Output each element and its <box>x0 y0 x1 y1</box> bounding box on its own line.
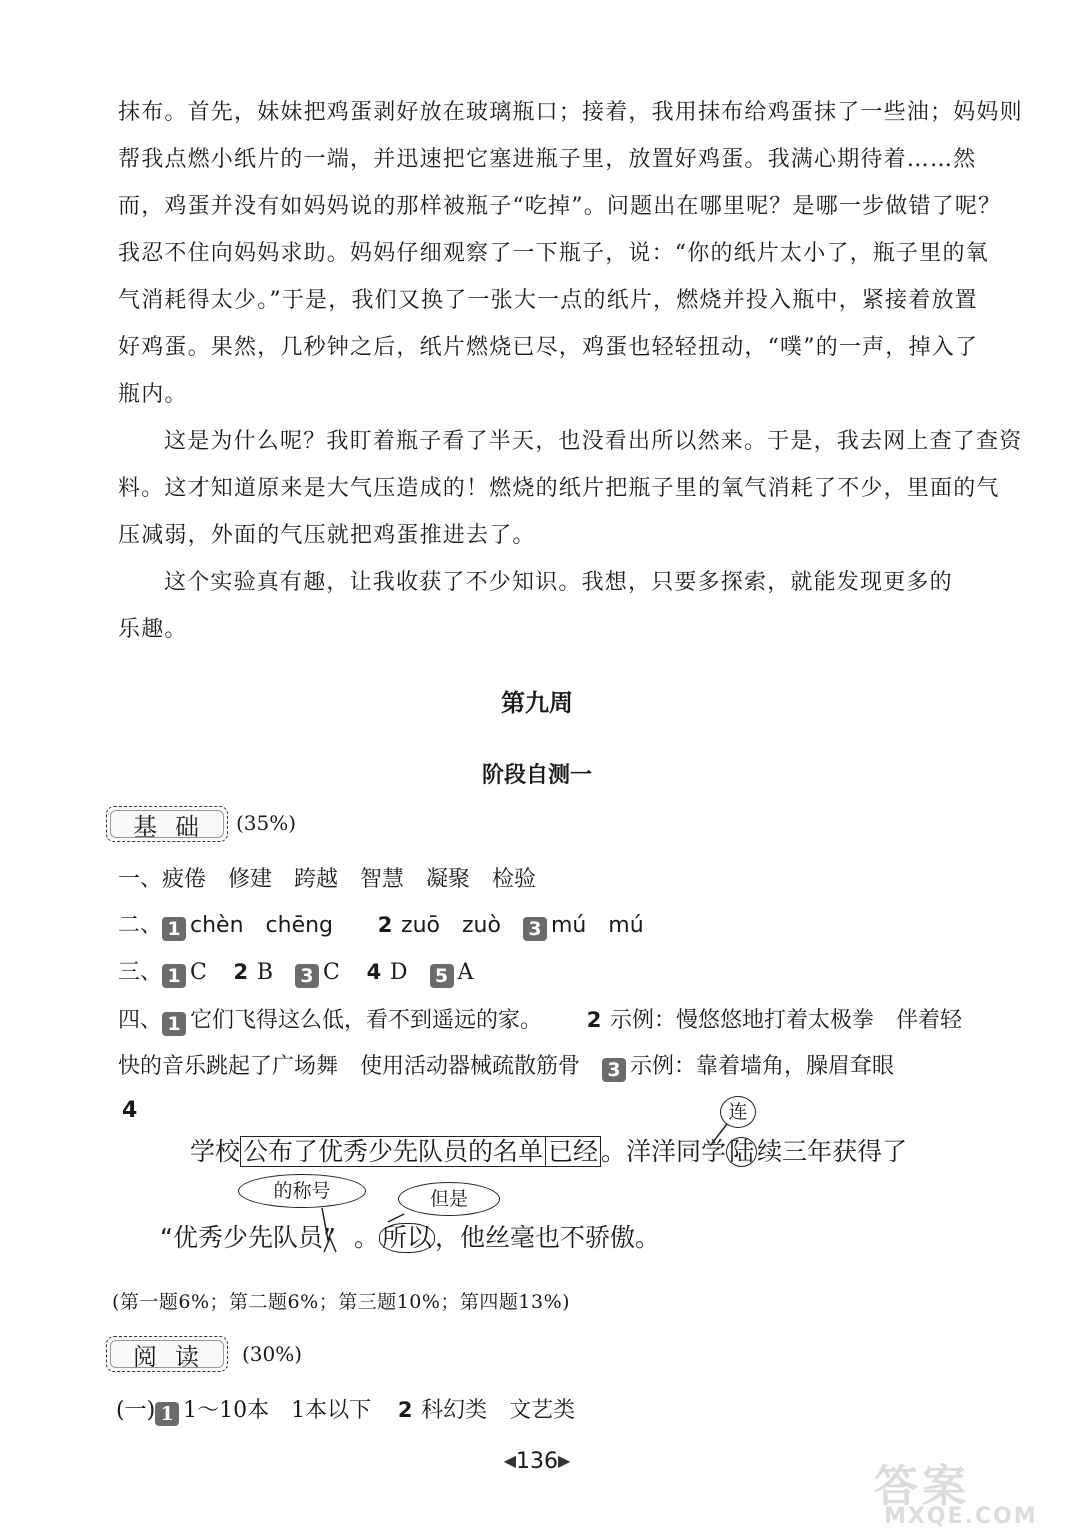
answer-text: mú mú <box>550 913 644 938</box>
answer-text: 疲倦 修建 跨越 智慧 凝聚 检验 <box>162 867 537 892</box>
week-title: 第九周 <box>501 689 573 717</box>
essay-line: 这个实验真有趣，让我收获了不少知识。我想，只要多探索，就能发现更多的 <box>164 570 953 595</box>
essay-line: 料。这才知道原来是大气压造成的！燃烧的纸片把瓶子里的氧气消耗了不少，里面的气 <box>118 476 1000 501</box>
answer-text: 示例：靠着墙角，臊眉耷眼 <box>630 1054 895 1079</box>
section-label-reading: 阅读 <box>106 1336 228 1372</box>
essay-line: 压减弱，外面的气压就把鸡蛋推进去了。 <box>118 523 536 548</box>
item-number: 4 <box>366 960 382 984</box>
circled-text: 陆 <box>726 1137 757 1167</box>
essay-line: 好鸡蛋。果然，几秒钟之后，纸片燃烧已尽，鸡蛋也轻轻扭动，“噗”的一声，掉入了 <box>118 335 979 360</box>
sentence-text: 。洋洋同学 <box>601 1137 727 1166</box>
marked-text: 公布了优秀少先队员的名单 <box>240 1136 546 1167</box>
essay-line: 这是为什么呢？我盯着瓶子看了半天，也没看出所以然来。于是，我去网上查了查资 <box>164 429 1023 454</box>
essay-line: 抹布。首先，妹妹把鸡蛋剥好放在玻璃瓶口；接着，我用抹布给鸡蛋抹了一些油；妈妈则 <box>118 100 1023 125</box>
question-prefix: 四、 <box>118 1008 163 1033</box>
essay-line: 气消耗得太少。”于是，我们又换了一张大一点的纸片，燃烧并投入瓶中，紧接着放置 <box>118 288 978 313</box>
section-percent: (35%) <box>236 811 297 835</box>
item-number: 4 <box>122 1098 138 1123</box>
item-number-badge: 1 <box>162 964 186 988</box>
item-number: 2 <box>397 1398 413 1422</box>
item-number-badge: 5 <box>430 964 454 988</box>
sentence-text: 续三年获得了 <box>757 1137 908 1166</box>
answer-text: 快的音乐跳起了广场舞 使用活动器械疏散筋骨 <box>118 1054 581 1079</box>
triangle-right-icon: ▶ <box>558 1451 571 1470</box>
sentence-text: “优秀少先队员” <box>160 1223 336 1252</box>
circled-text: 所以 <box>379 1223 435 1253</box>
item-number-badge: 3 <box>295 964 319 988</box>
essay-line: 帮我点燃小纸片的一端，并迅速把它塞进瓶子里，放置好鸡蛋。我满心期待着……然 <box>118 147 977 172</box>
insert-bubble: 但是 <box>398 1182 500 1216</box>
watermark-text: MXQE.COM <box>884 1504 1038 1529</box>
answer-text: A <box>457 960 474 985</box>
answer-text: 它们飞得这么低，看不到遥远的家。 <box>190 1008 543 1033</box>
essay-line: 乐趣。 <box>118 617 188 642</box>
answer-text: B <box>256 960 274 985</box>
triangle-left-icon: ◀ <box>503 1451 516 1470</box>
question-1 <box>118 862 536 893</box>
edit-sentence-line-2 <box>160 1218 660 1254</box>
question-2 <box>118 908 644 941</box>
watermark-text: 答案 <box>874 1461 970 1512</box>
edit-sentence-line-1 <box>190 1132 907 1168</box>
item-number-badge: 1 <box>155 1402 179 1426</box>
answer-text: 示例：慢悠悠地打着太极拳 伴着轻 <box>610 1008 963 1033</box>
page-number-text: 136 <box>516 1449 558 1474</box>
essay-paragraph-2 <box>118 418 1023 559</box>
item-number: 2 <box>233 960 249 984</box>
question-4 <box>118 1003 962 1036</box>
score-note: (第一题6%；第二题6%；第三题10%；第四题13%) <box>112 1291 571 1313</box>
insert-bubble: 连 <box>720 1096 756 1128</box>
question-prefix: 二、 <box>118 913 163 938</box>
section-label-basics: 基础 <box>106 806 228 842</box>
sentence-text: 。 <box>353 1223 379 1252</box>
answer-text: D <box>389 960 408 985</box>
essay-line: 而，鸡蛋并没有如妈妈说的那样被瓶子“吃掉”。问题出在哪里呢？是哪一步做错了呢？ <box>118 194 1002 219</box>
item-number-badge: 3 <box>523 917 547 941</box>
question-4-continued <box>118 1049 894 1082</box>
question-prefix: 三、 <box>118 960 163 985</box>
sentence-text: 学校 <box>190 1137 241 1166</box>
question-prefix: (一) <box>116 1398 156 1423</box>
sentence-text: ，他丝毫也不骄傲。 <box>434 1223 660 1252</box>
essay-line: 我忍不住向妈妈求助。妈妈仔细观察了一下瓶子，说：“你的纸片太小了，瓶子里的氧 <box>118 241 989 266</box>
item-number-badge: 1 <box>162 1012 186 1036</box>
item-number: 2 <box>377 913 393 937</box>
marked-text: 已经 <box>546 1136 601 1167</box>
reading-question-1 <box>116 1393 575 1426</box>
item-number-badge: 3 <box>602 1058 626 1082</box>
answer-text: C <box>323 960 340 985</box>
insert-bubble: 的称号 <box>238 1174 366 1208</box>
answer-text: zuō zuò <box>401 913 501 938</box>
item-number-badge: 1 <box>162 917 186 941</box>
essay-paragraph-1 <box>118 89 1023 418</box>
question-prefix: 一、 <box>118 867 163 892</box>
essay-line: 瓶内。 <box>118 382 188 407</box>
test-title: 阶段自测一 <box>481 763 592 788</box>
answer-text: 科幻类 文艺类 <box>421 1398 576 1423</box>
question-3 <box>118 955 473 988</box>
item-number: 2 <box>586 1008 602 1032</box>
watermark <box>864 1450 1064 1536</box>
answer-text: 1～10本 1本以下 <box>183 1398 372 1423</box>
answer-text: C <box>190 960 207 985</box>
section-percent: (30%) <box>242 1342 303 1366</box>
essay-paragraph-3 <box>118 559 990 653</box>
answer-text: chèn chēng <box>190 913 334 938</box>
